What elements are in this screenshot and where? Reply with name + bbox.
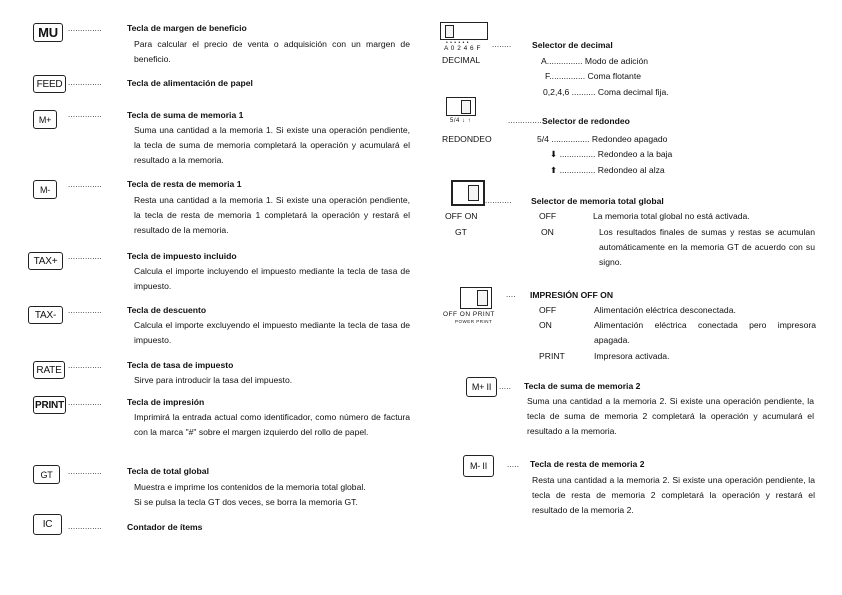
memory-minus-key: M-: [33, 180, 57, 199]
memory-minus-2-title: Tecla de resta de memoria 2: [530, 459, 645, 469]
memory-minus-description: Resta una cantidad a la memoria 1. Si existe una operación pendiente, la tecla de resta de memoria 1 completará la operación y restará el resultado de la memoria.: [134, 195, 410, 235]
print-title: Tecla de impresión: [127, 397, 205, 407]
print-description: Imprimirá la entrada actual como identificador, como número de factura con la marca "#" sobre el margen izquierdo del rollo de papel.: [134, 412, 410, 437]
decimal-switch-icon: [440, 22, 488, 40]
rounding-title: Selector de redondeo: [542, 116, 630, 126]
decimal-title: Selector de decimal: [532, 40, 613, 50]
gt-title: Tecla de total global: [127, 466, 209, 476]
gt-switch-label-bottom: GT: [455, 227, 467, 237]
rate-dots: ..............: [68, 361, 102, 370]
rounding-switch-icon: [446, 97, 476, 116]
ic-dots: ..............: [68, 522, 102, 531]
rounding-dots: ...............: [508, 116, 545, 125]
decimal-switch-labels: A 0 2 4 6 F: [444, 45, 481, 52]
gt-switch-on-key: ON: [541, 227, 554, 237]
gt-switch-dots: ...........: [485, 196, 512, 205]
gt-switch-on-desc: Los resultados finales de sumas y restas se acumulan automáticamente en la memoria GT de acuerdo con su signo.: [599, 227, 815, 267]
gt-dots: ..............: [68, 467, 102, 476]
memory-plus-dots: ..............: [68, 110, 102, 119]
ic-title: Contador de ítems: [127, 522, 203, 532]
tax-plus-description: Calcula el importe incluyendo el impuesto mediante la tecla de tasa de impuesto.: [134, 266, 410, 291]
tax-plus-key: TAX+: [28, 252, 63, 270]
rate-description: Sirve para introducir la tasa del impuesto.: [134, 375, 293, 385]
gt-switch-label-top: OFF ON: [445, 211, 478, 221]
power-off-desc: Alimentación eléctrica desconectada.: [594, 305, 736, 315]
tax-plus-title: Tecla de impuesto incluido: [127, 251, 237, 261]
memory-plus-description: Suma una cantidad a la memoria 1. Si existe una operación pendiente, la tecla de suma de memoria completará la operación y acumulará el resultado a la memoria.: [134, 125, 410, 165]
gt-switch-off-key: OFF: [539, 211, 557, 221]
power-switch-icon: [460, 287, 492, 309]
print-key: PRINT: [33, 396, 66, 414]
rounding-label: REDONDEO: [442, 134, 492, 144]
mu-title: Tecla de margen de beneficio: [127, 23, 247, 33]
feed-dots: ..............: [68, 78, 102, 87]
decimal-option-f: F............... Coma flotante: [545, 71, 641, 81]
gt-switch-title: Selector de memoria total global: [531, 196, 664, 206]
power-switch-sublabel: POWER PRINT: [455, 319, 493, 324]
power-print-key: PRINT: [539, 351, 565, 361]
decimal-dots: ........: [492, 40, 512, 49]
memory-plus-2-dots: .....: [499, 382, 512, 391]
rounding-option-up: ⬆ ............... Redondeo al alza: [550, 165, 665, 175]
power-off-key: OFF: [539, 305, 557, 315]
gt-description-line-2: Si se pulsa la tecla GT dos veces, se borra la memoria GT.: [134, 497, 358, 507]
decimal-switch-marks: • • • • • •: [446, 40, 469, 46]
memory-minus-dots: ..............: [68, 180, 102, 189]
rate-title: Tecla de tasa de impuesto: [127, 360, 234, 370]
rounding-option-off: 5/4 ................ Redondeo apagado: [537, 134, 668, 144]
gt-switch-off-desc: La memoria total global no está activada.: [593, 211, 750, 221]
gt-key: GT: [33, 465, 60, 484]
memory-plus-key: M+: [33, 110, 57, 129]
decimal-option-fixed: 0,2,4,6 .......... Coma decimal fija.: [543, 87, 669, 97]
mu-description: Para calcular el precio de venta o adquisición con un margen de beneficio.: [134, 39, 410, 64]
memory-minus-title: Tecla de resta de memoria 1: [127, 179, 242, 189]
decimal-option-a: A............... Modo de adición: [541, 56, 649, 66]
ic-key: IC: [33, 514, 62, 535]
rounding-option-down: ⬇ ............... Redondeo a la baja: [550, 149, 673, 159]
tax-minus-description: Calcula el importe excluyendo el impuesto mediante la tecla de tasa de impuesto.: [134, 320, 410, 345]
gt-description-line-1: Muestra e imprime los contenidos de la memoria total global.: [134, 482, 366, 492]
print-dots: ..............: [68, 398, 102, 407]
power-title: IMPRESIÓN OFF ON: [530, 290, 614, 300]
power-switch-labels: OFF ON PRINT: [443, 311, 495, 318]
rounding-switch-labels: 5/4 ↓ ↑: [450, 118, 472, 124]
feed-title: Tecla de alimentación de papel: [127, 78, 253, 88]
power-on-key: ON: [539, 320, 552, 330]
memory-plus-2-description: Suma una cantidad a la memoria 2. Si existe una operación pendiente, la tecla de suma de memoria 2 completará la operación y acumulará el resultado a la memoria.: [527, 396, 814, 436]
mu-key: MU: [33, 23, 63, 42]
tax-minus-key: TAX-: [28, 306, 63, 324]
mu-dots: ..............: [68, 24, 102, 33]
tax-minus-dots: ..............: [68, 306, 102, 315]
memory-minus-2-key: M- II: [463, 455, 494, 477]
power-dots: ....: [506, 290, 516, 299]
memory-minus-2-dots: .....: [507, 460, 520, 469]
power-print-desc: Impresora activada.: [594, 351, 670, 361]
rate-key: RATE: [33, 361, 65, 379]
decimal-label: DECIMAL: [442, 55, 481, 65]
power-on-desc: Alimentación eléctrica conectada pero impresora apagada.: [594, 320, 816, 345]
memory-minus-2-description: Resta una cantidad a la memoria 2. Si existe una operación pendiente, la tecla de resta de memoria 2 completará la operación y restará el resultado de la memoria 2.: [532, 475, 815, 515]
gt-switch-icon: [451, 180, 485, 206]
feed-key: FEED: [33, 75, 66, 93]
tax-plus-dots: ..............: [68, 252, 102, 261]
memory-plus-title: Tecla de suma de memoria 1: [127, 110, 244, 120]
memory-plus-2-key: M+ II: [466, 377, 497, 397]
memory-plus-2-title: Tecla de suma de memoria 2: [524, 381, 641, 391]
tax-minus-title: Tecla de descuento: [127, 305, 207, 315]
